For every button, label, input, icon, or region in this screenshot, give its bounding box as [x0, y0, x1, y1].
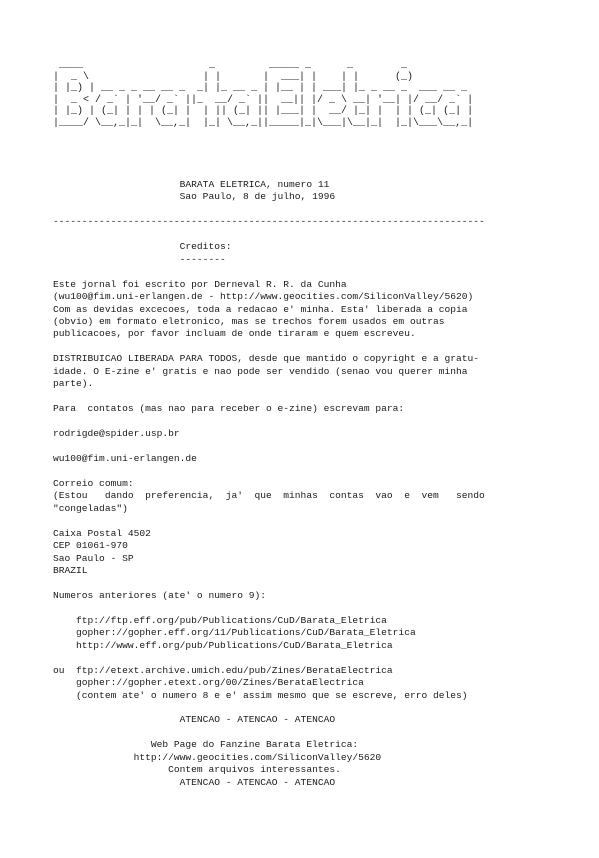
document-text: BARATA ELETRICA, numero 11 Sao Paulo, 8 de julho, 1996 --------------------------------------------------------------------------- Creditos: -------- Este jornal foi escrito por Derneval R. R. da Cunha (wu100@fim.uni-erlangen.de - http://www.geocities.com/SiliconValley/5620) Com as devidas excecoes, toda a redacao e' minha. Esta' liberada a copia (obvio) em formato eletronico, mas se trechos forem usados em outras publicacoes, por favor incluam de onde tiraram e quem escreveu. DISTRIBUICAO LIBERADA PARA TODOS, desde que mantido o copyright e a gratu- idade. O E-zine e' gratis e nao pode ser vendido (senao vou querer minha parte). Para contatos (mas nao para receber o e-zine) escrevam para: rodrigde@spider.usp.br wu100@fim.uni-erlangen.de Correio comum: (Estou dando preferencia, ja' que minhas contas vao e vem sendo "congeladas") Caixa Postal 4502 CEP 01061-970 Sao Paulo - SP BRAZIL Numeros anteriores (ate' o numero 9): ftp://ftp.eff.org/pub/Publications/CuD/Barata_Eletrica gopher://gopher.eff.org/11/Publications/CuD/Barata_Eletrica http://www.eff.org/pub/Publications/CuD/Barata_Eletrica ou ftp://etext.archive.umich.edu/pub/Zines/BerataElectrica gopher://gopher.etext.org/00/Zines/BerataElectrica (contem ate' o numero 8 e e' assim mesmo que se escreve, erro deles) ATENCAO - ATENCAO - ATENCAO Web Page do Fanzine Barata Eletrica: http://www.geocities.com/SiliconValley/5620 Contem arquivos interessantes. ATENCAO - ATENCAO - ATENCAO: [53, 179, 485, 788]
barata-eletrica-ascii-logo: ____ _ _____ _ _ _ | _ \ | | | ___| | | | (_) | |_) | __ _ _ __ __ _ _| |_ __ _ | |__ | | ___| |_ _ __ _ ___ __ _ | _ < / _` | '__/ _` ||_ __/ _` || __|| |/ _ \ __| '__| |/ __/ _` | | |_) | (_| | | | (_| | | || (_| || |___| | __/ |_| | | | (_| (_| | |____/ \__,_|_| \__,_| |_| \__,_||_____|_|\___|\__|_| |_|\___\__,_|: [53, 60, 474, 129]
